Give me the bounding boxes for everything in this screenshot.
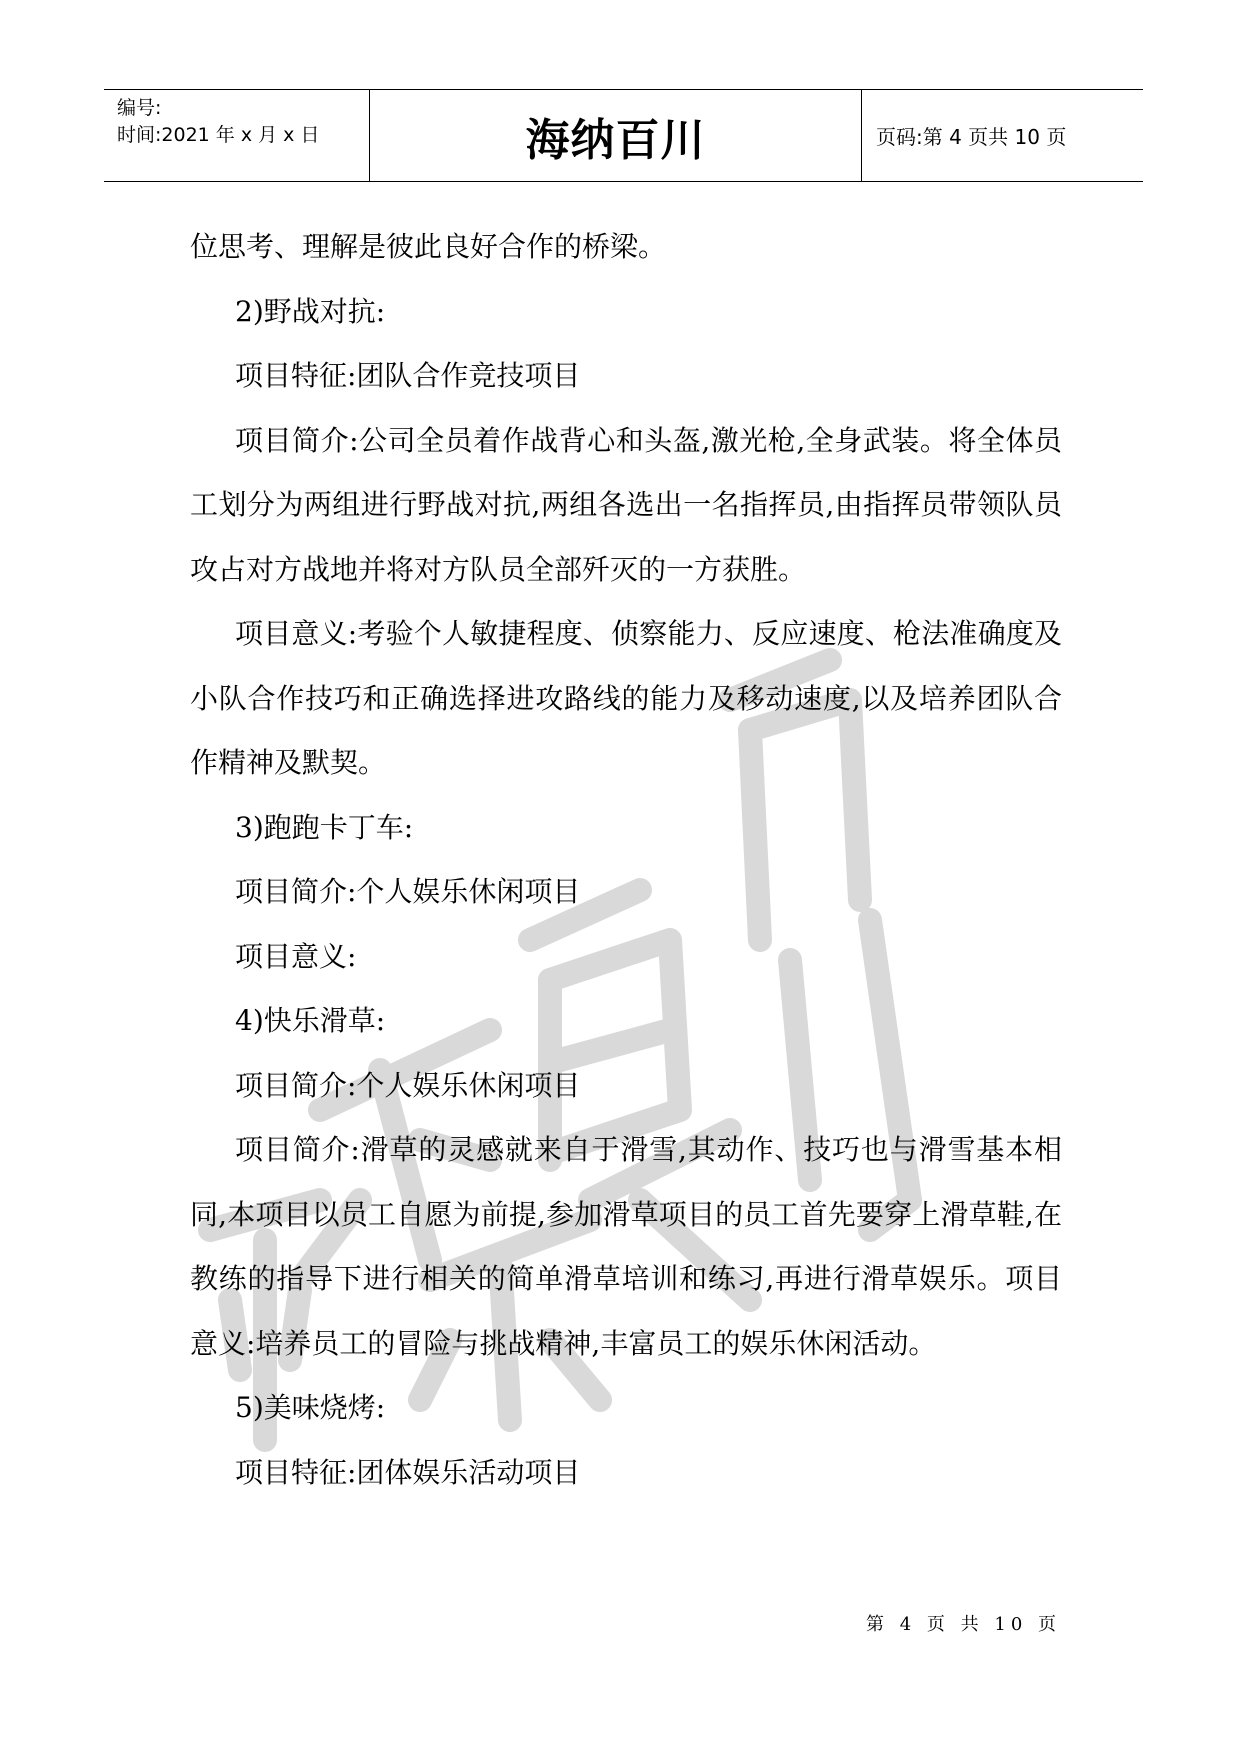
paragraph: 项目简介:公司全员着作战背心和头盔,激光枪,全身武装。将全体员工划分为两组进行野战对抗,两组各选出一名指挥员,由指挥员带领队员攻占对方战地并将对方队员全部歼灭的一方获胜。 bbox=[190, 423, 1062, 586]
paragraph: 项目简介:个人娱乐休闲项目 bbox=[235, 875, 581, 908]
paragraph: 4)快乐滑草: bbox=[235, 1004, 386, 1037]
paragraph: 2)野战对抗: bbox=[235, 294, 386, 328]
paragraph: 项目简介:个人娱乐休闲项目 bbox=[235, 1068, 581, 1102]
page-footer: 第 4 页 共 10 页 bbox=[866, 1614, 1061, 1635]
paragraph: 项目意义:考验个人敏捷程度、侦察能力、反应速度、枪法准确度及小队合作技巧和正确选择进攻路线的能力及移动速度,以及培养团队合作精神及默契。 bbox=[190, 617, 1062, 779]
paragraph: 项目意义: bbox=[235, 939, 357, 973]
header-time-label: 时间:2021 年 x 月 x 日 bbox=[117, 124, 320, 146]
document-body bbox=[190, 215, 1062, 1505]
paragraph: 5)美味烧烤: bbox=[235, 1391, 386, 1424]
paragraph: 位思考、理解是彼此良好合作的桥梁。 bbox=[190, 230, 667, 263]
paragraph: 项目简介:滑草的灵感就来自于滑雪,其动作、技巧也与滑雪基本相同,本项目以员工自愿为前提,参加滑草项目的员工首先要穿上滑草鞋,在教练的指导下进行相关的简单滑草培训和练习,再进行滑草娱乐。项目意义:培养员工的冒险与挑战精神,丰富员工的娱乐休闲活动。 bbox=[190, 1133, 1062, 1360]
header-number-label: 编号: bbox=[117, 97, 162, 119]
document-header bbox=[104, 89, 1143, 182]
header-title: 海纳百川 bbox=[370, 90, 862, 181]
header-page-label: 页码:第 4 页共 10 页 bbox=[876, 125, 1067, 149]
paragraph: 3)跑跑卡丁车: bbox=[235, 810, 414, 844]
header-meta bbox=[104, 90, 370, 181]
paragraph: 项目特征:团队合作竞技项目 bbox=[235, 359, 581, 392]
paragraph: 项目特征:团体娱乐活动项目 bbox=[235, 1455, 581, 1489]
